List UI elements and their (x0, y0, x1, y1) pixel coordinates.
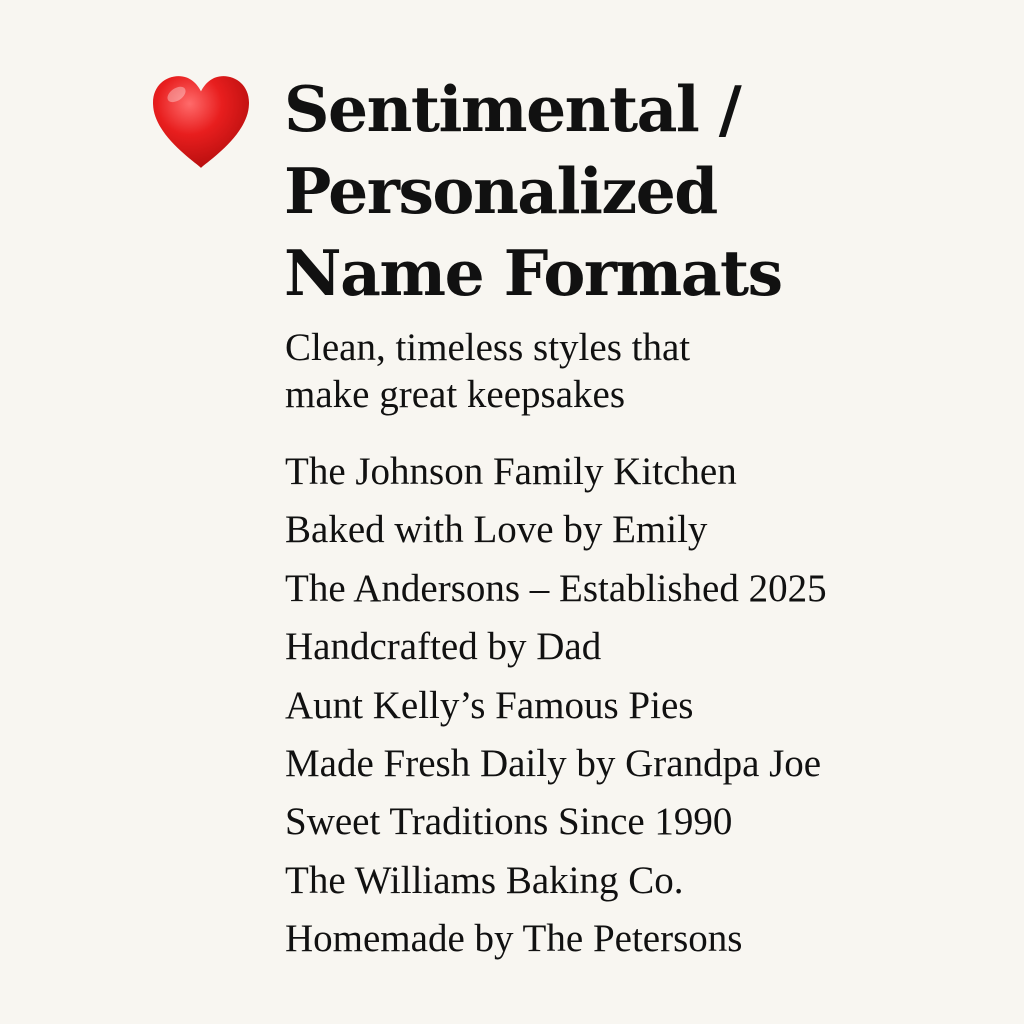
subtitle-line: make great keepsakes (285, 373, 625, 416)
name-format-item: The Andersons – Established 2025 (285, 566, 827, 610)
name-format-item: Handcrafted by Dad (285, 625, 602, 669)
name-format-item: Aunt Kelly’s Famous Pies (285, 683, 694, 727)
name-format-item: Homemade by The Petersons (285, 917, 743, 961)
name-format-list (285, 443, 1005, 969)
name-format-item: Sweet Traditions Since 1990 (285, 800, 733, 844)
red-heart-icon (150, 74, 252, 172)
name-format-item: Made Fresh Daily by Grandpa Joe (285, 742, 822, 786)
name-format-item: The Johnson Family Kitchen (285, 450, 737, 493)
name-format-item: Baked with Love by Emily (285, 508, 708, 552)
title-line: Name Formats (284, 236, 782, 310)
page-title (284, 68, 984, 314)
title-line: Personalized (284, 154, 717, 228)
subtitle-line: Clean, timeless styles that (285, 326, 691, 369)
name-format-item: The Williams Baking Co. (285, 858, 684, 902)
subtitle (285, 324, 985, 418)
title-line: Sentimental / (284, 72, 741, 146)
